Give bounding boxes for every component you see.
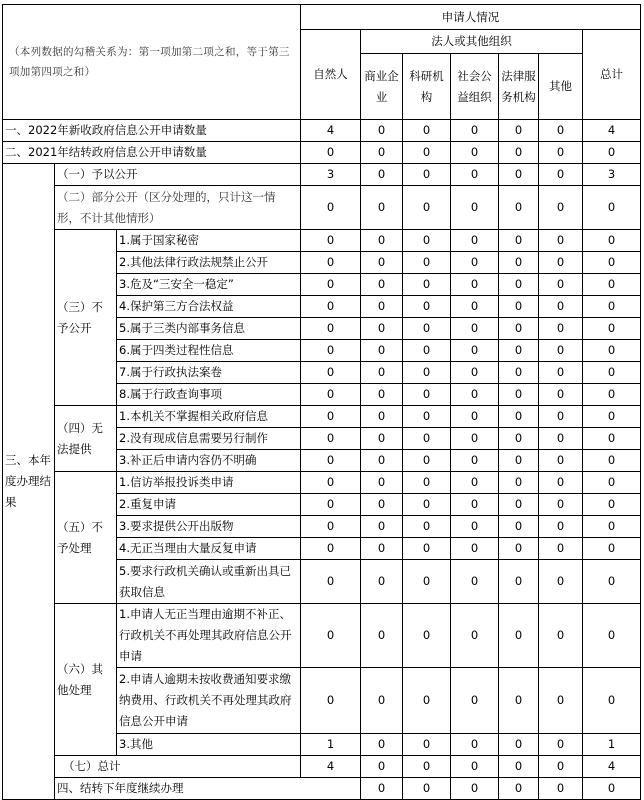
cell-value: 0 [403,186,451,230]
cell-value: 0 [539,252,583,274]
header-other: 其他 [539,54,583,120]
cell-value: 0 [301,318,361,340]
cell-value: 0 [583,428,641,450]
row-label: 7.属于行政执法案卷 [117,362,301,384]
cell-value: 1 [583,734,641,756]
header-social: 社会公益组织 [451,54,499,120]
cell-value: 0 [539,296,583,318]
cell-value: 0 [583,252,641,274]
cell-value: 0 [539,450,583,472]
cell-value: 0 [499,296,539,318]
cell-value: 0 [499,778,539,800]
cell-value: 0 [451,734,499,756]
cell-value: 0 [361,734,403,756]
cell-value: 0 [539,604,583,668]
cell-value: 0 [301,274,361,296]
cell-value: 0 [403,472,451,494]
cell-value: 0 [499,516,539,538]
row-label: 3.其他 [117,734,301,756]
cell-value: 0 [403,668,451,734]
cell-value: 0 [499,604,539,668]
cell-value: 0 [403,560,451,604]
cell-value: 0 [451,186,499,230]
cell-value: 0 [499,142,539,164]
cell-value: 0 [451,274,499,296]
cell-value: 0 [539,362,583,384]
cell-value: 0 [361,252,403,274]
cell-value: 0 [499,734,539,756]
disclosure-table-container [2,4,641,800]
row-label: 四、结转下年度继续办理 [55,778,361,800]
cell-value: 0 [301,604,361,668]
cell-value: 0 [451,472,499,494]
cell-value: 0 [403,120,451,142]
cell-value: 0 [451,230,499,252]
cell-value: 0 [403,230,451,252]
cell-value: 0 [361,494,403,516]
cell-value: 0 [403,318,451,340]
cell-value: 0 [451,164,499,186]
cell-value: 0 [361,538,403,560]
row-label: 二、2021年结转政府信息公开申请数量 [3,142,301,164]
disclosure-statistics-table [2,4,641,800]
cell-value: 0 [583,318,641,340]
cell-value: 4 [583,756,641,778]
table-row [3,164,641,186]
cell-value: 0 [451,756,499,778]
cell-value: 0 [539,756,583,778]
cell-value: 0 [499,186,539,230]
header-note: （本列数据的勾稽关系为：第一项加第二项之和，等于第三项加第四项之和） [3,5,301,120]
cell-value: 0 [301,384,361,406]
cell-value: 0 [361,756,403,778]
cell-value: 0 [301,406,361,428]
cell-value: 0 [361,472,403,494]
cell-value: 0 [583,450,641,472]
row-label: 2.重复申请 [117,494,301,516]
header-legal-group: 法人或其他组织 [361,30,583,54]
cell-value: 0 [361,340,403,362]
cell-value: 0 [361,164,403,186]
cell-value: 4 [301,756,361,778]
cell-value: 0 [451,120,499,142]
cell-value: 0 [583,560,641,604]
cell-value: 0 [539,472,583,494]
cell-value: 0 [301,450,361,472]
cell-value: 0 [499,120,539,142]
cell-value: 0 [499,252,539,274]
row-label: 3.危及“三安全一稳定” [117,274,301,296]
header-natural-person: 自然人 [301,30,361,120]
cell-value: 0 [539,428,583,450]
cell-value: 0 [499,560,539,604]
cell-value: 0 [403,538,451,560]
cell-value: 0 [301,538,361,560]
cell-value: 0 [583,340,641,362]
cell-value: 0 [451,428,499,450]
cell-value: 0 [403,516,451,538]
cell-value: 0 [361,560,403,604]
cell-value: 0 [451,538,499,560]
cell-value: 0 [403,406,451,428]
section3-label: 三、本年度办理结果 [3,164,55,800]
table-row [3,604,641,668]
cell-value: 0 [403,778,451,800]
cell-value: 0 [361,362,403,384]
cell-value: 0 [301,560,361,604]
cell-value: 0 [451,252,499,274]
cell-value: 4 [301,120,361,142]
cell-value: 0 [403,274,451,296]
cell-value: 0 [539,734,583,756]
cell-value: 3 [301,164,361,186]
cell-value: 0 [451,142,499,164]
cell-value: 0 [499,472,539,494]
cell-value: 0 [451,340,499,362]
row-label: 1.信访举报投诉类申请 [117,472,301,494]
row-label: 2.没有现成信息需要另行制作 [117,428,301,450]
cell-value: 0 [361,120,403,142]
table-row [3,120,641,142]
cell-value: 0 [451,778,499,800]
row-label: 5.属于三类内部事务信息 [117,318,301,340]
cell-value: 0 [583,472,641,494]
cell-value: 0 [499,384,539,406]
cell-value: 0 [451,406,499,428]
cell-value: 0 [583,668,641,734]
cell-value: 0 [361,142,403,164]
group-label-deny: （三）不予公开 [55,230,117,406]
cell-value: 0 [403,296,451,318]
cell-value: 0 [539,120,583,142]
cell-value: 0 [499,756,539,778]
row-label: 2.其他法律行政法规禁止公开 [117,252,301,274]
cell-value: 0 [301,252,361,274]
cell-value: 0 [451,362,499,384]
cell-value: 0 [403,450,451,472]
cell-value: 0 [539,668,583,734]
cell-value: 4 [583,120,641,142]
cell-value: 0 [539,274,583,296]
group-label-noprocess: （五）不予处理 [55,472,117,604]
cell-value: 0 [539,516,583,538]
cell-value: 0 [539,778,583,800]
cell-value: 0 [539,230,583,252]
cell-value: 0 [451,450,499,472]
cell-value: 0 [451,604,499,668]
cell-value: 0 [583,230,641,252]
group-label-unable: （四）无法提供 [55,406,117,472]
row-label: 8.属于行政查询事项 [117,384,301,406]
table-row [3,142,641,164]
cell-value: 0 [361,428,403,450]
cell-value: 0 [301,362,361,384]
table-row [3,186,641,230]
cell-value: 0 [361,384,403,406]
cell-value: 0 [583,538,641,560]
cell-value: 0 [583,778,641,800]
header-total: 总计 [583,30,641,120]
table-row [3,756,641,778]
cell-value: 0 [403,734,451,756]
cell-value: 0 [403,384,451,406]
table-row [3,778,641,800]
cell-value: 0 [403,362,451,384]
cell-value: 0 [539,142,583,164]
cell-value: 0 [539,186,583,230]
cell-value: 0 [403,340,451,362]
cell-value: 0 [301,494,361,516]
cell-value: 0 [539,538,583,560]
row-label: 1.本机关不掌握相关政府信息 [117,406,301,428]
row-label: 4.保护第三方合法权益 [117,296,301,318]
cell-value: 0 [583,296,641,318]
cell-value: 0 [583,604,641,668]
cell-value: 0 [403,142,451,164]
cell-value: 0 [499,318,539,340]
cell-value: 0 [499,450,539,472]
header-research: 科研机构 [403,54,451,120]
cell-value: 0 [539,494,583,516]
cell-value: 0 [583,406,641,428]
row-label: 3.补正后申请内容仍不明确 [117,450,301,472]
cell-value: 0 [361,450,403,472]
table-row [3,472,641,494]
table-row [3,230,641,252]
cell-value: 0 [583,186,641,230]
row-label: （二）部分公开（区分处理的，只计这一情形，不计其他情形） [55,186,301,230]
cell-value: 0 [583,494,641,516]
cell-value: 0 [301,516,361,538]
row-label: 1.申请人无正当理由逾期不补正、行政机关不再处理其政府信息公开申请 [117,604,301,668]
cell-value: 0 [583,516,641,538]
cell-value: 0 [451,318,499,340]
row-label: 3.要求提供公开出版物 [117,516,301,538]
cell-value: 0 [361,186,403,230]
cell-value: 0 [451,296,499,318]
header-applicant-situation: 申请人情况 [301,5,641,30]
cell-value: 0 [499,274,539,296]
cell-value: 0 [301,296,361,318]
cell-value: 3 [583,164,641,186]
cell-value: 0 [301,472,361,494]
cell-value: 0 [499,668,539,734]
row-label: 一、2022年新收政府信息公开申请数量 [3,120,301,142]
cell-value: 0 [539,384,583,406]
cell-value: 0 [499,538,539,560]
table-row [3,406,641,428]
cell-value: 0 [539,164,583,186]
cell-value: 0 [451,560,499,604]
cell-value: 0 [539,340,583,362]
cell-value: 0 [403,756,451,778]
row-label: 4.无正当理由大量反复申请 [117,538,301,560]
cell-value: 0 [403,428,451,450]
row-label: 1.属于国家秘密 [117,230,301,252]
cell-value: 0 [499,340,539,362]
cell-value: 0 [361,604,403,668]
cell-value: 0 [451,516,499,538]
cell-value: 0 [583,274,641,296]
cell-value: 0 [583,384,641,406]
cell-value: 0 [361,406,403,428]
row-label: （一）予以公开 [55,164,301,186]
cell-value: 1 [301,734,361,756]
cell-value: 0 [301,186,361,230]
cell-value: 0 [499,406,539,428]
cell-value: 0 [301,142,361,164]
cell-value: 0 [499,494,539,516]
cell-value: 0 [403,252,451,274]
cell-value: 0 [451,668,499,734]
cell-value: 0 [539,406,583,428]
cell-value: 0 [361,274,403,296]
cell-value: 0 [361,516,403,538]
cell-value: 0 [403,604,451,668]
row-label: 5.要求行政机关确认或重新出具已获取信息 [117,560,301,604]
cell-value: 0 [499,362,539,384]
cell-value: 0 [499,164,539,186]
cell-value: 0 [301,230,361,252]
cell-value: 0 [451,494,499,516]
group-label-other: （六）其他处理 [55,604,117,756]
cell-value: 0 [499,230,539,252]
cell-value: 0 [301,340,361,362]
cell-value: 0 [361,318,403,340]
cell-value: 0 [361,296,403,318]
cell-value: 0 [583,362,641,384]
cell-value: 0 [539,560,583,604]
cell-value: 0 [403,164,451,186]
row-label: 2.申请人逾期未按收费通知要求缴纳费用、行政机关不再处理其政府信息公开申请 [117,668,301,734]
cell-value: 0 [361,230,403,252]
cell-value: 0 [499,428,539,450]
cell-value: 0 [539,318,583,340]
cell-value: 0 [451,384,499,406]
row-label: 6.属于四类过程性信息 [117,340,301,362]
cell-value: 0 [583,142,641,164]
row-label: （七）总计 [55,756,301,778]
header-legal-service: 法律服务机构 [499,54,539,120]
cell-value: 0 [301,668,361,734]
cell-value: 0 [361,778,403,800]
cell-value: 0 [301,428,361,450]
header-business: 商业企业 [361,54,403,120]
cell-value: 0 [361,668,403,734]
cell-value: 0 [403,494,451,516]
